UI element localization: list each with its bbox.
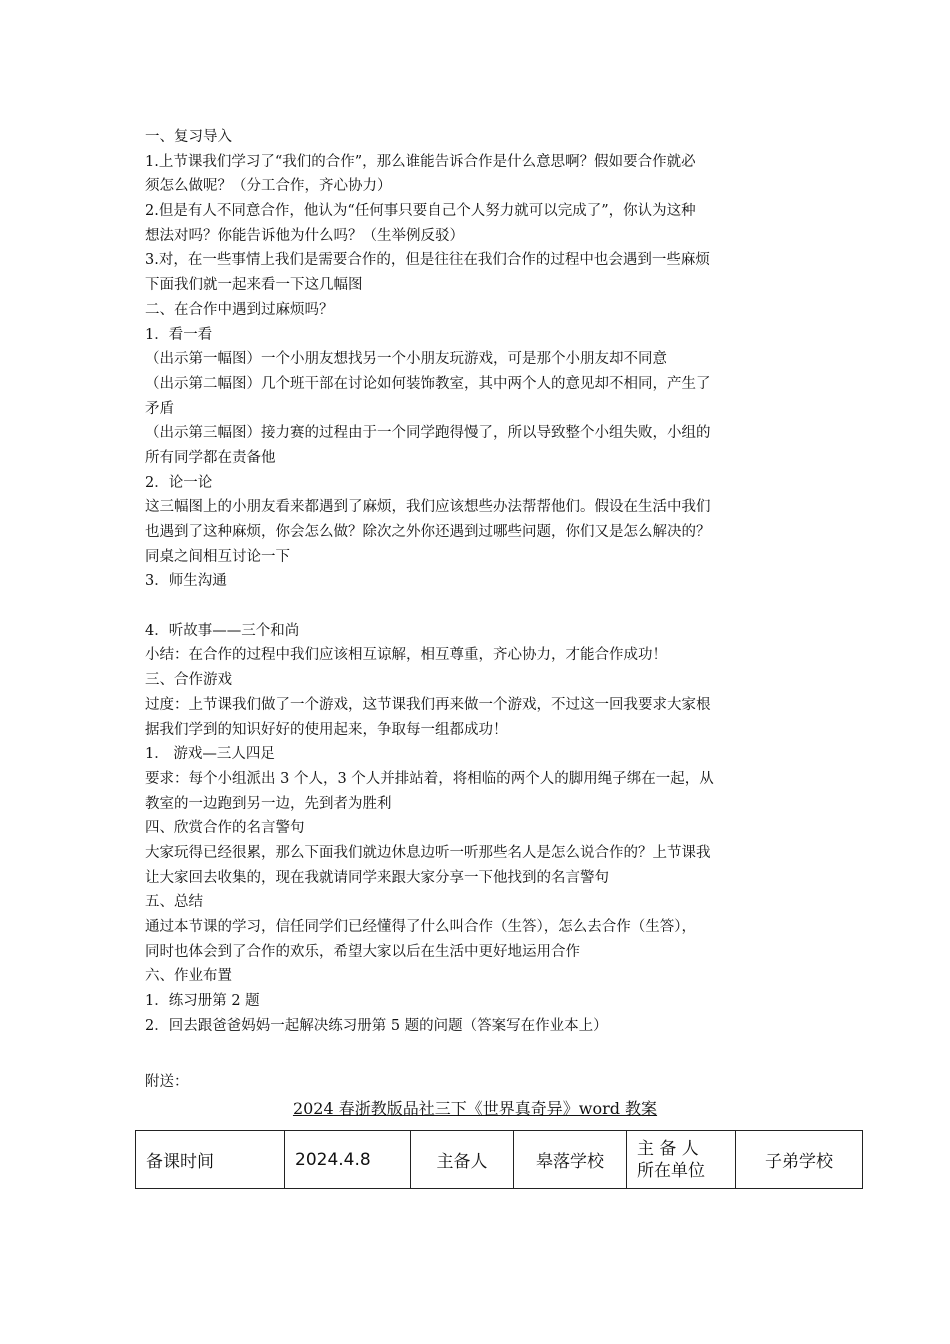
- text-line: 过度：上节课我们做了一个游戏，这节课我们再来做一个游戏，不过这一回我要求大家根: [145, 696, 711, 713]
- text-line: 大家玩得已经很累，那么下面我们就边休息边听一听那些名人是怎么说合作的？上节课我: [145, 844, 711, 861]
- text-line: 3.对，在一些事情上我们是需要合作的，但是往往在我们合作的过程中也会遇到一些麻烦: [145, 252, 710, 269]
- text-line: 教室的一边跑到另一边，先到者为胜利: [145, 795, 392, 812]
- text-line: 1．看一看: [145, 326, 213, 343]
- text-line: 4．听故事——三个和尚: [145, 622, 300, 639]
- text-line: 三、合作游戏: [145, 672, 232, 689]
- unit-label: [627, 1131, 736, 1189]
- text-line: 2．回去跟爸爸妈妈一起解决练习册第 5 题的问题（答案写在作业本上）: [145, 1017, 608, 1034]
- document-title: 2024 春浙教版品社三下《世界真奇异》word 教案: [292, 1099, 658, 1118]
- text-line: 这三幅图上的小朋友看来都遇到了麻烦，我们应该想些办法帮帮他们。假设在生活中我们: [145, 499, 711, 516]
- text-line: 小结：在合作的过程中我们应该相互谅解，相互尊重，齐心协力，才能合作成功！: [145, 647, 667, 664]
- text-line: 1.上节课我们学习了“我们的合作”，那么谁能告诉合作是什么意思啊？假如要合作就必: [145, 153, 696, 170]
- lesson-body: [145, 125, 810, 1038]
- text-line: （出示第三幅图）接力赛的过程由于一个同学跑得慢了，所以导致整个小组失败，小组的: [145, 425, 711, 442]
- text-line: 通过本节课的学习，信任同学们已经懂得了什么叫合作（生答），怎么去合作（生答），: [145, 919, 696, 935]
- text-line: 四、欣赏合作的名言警句: [145, 820, 305, 837]
- attachment-label: 附送：: [145, 1074, 189, 1090]
- prep-time-value: 2024.4.8: [285, 1131, 411, 1189]
- prep-time-label: 备课时间: [136, 1131, 285, 1189]
- blank-line: [145, 594, 810, 619]
- text-line: 也遇到了这种麻烦，你会怎么做？除次之外你还遇到过哪些问题，你们又是怎么解决的？: [145, 524, 711, 540]
- text-line: （出示第二幅图）几个班干部在讨论如何装饰教室，其中两个人的意见却不相同，产生了: [145, 375, 711, 392]
- text-line: 所有同学都在责备他: [145, 449, 276, 466]
- text-line: 下面我们就一起来看一下这几幅图: [145, 277, 363, 294]
- text-line: 想法对吗？你能告诉他为什么吗？（生举例反驳）: [145, 227, 464, 244]
- lead-label: 主备人: [411, 1131, 514, 1189]
- text-line: 据我们学到的知识好好的使用起来，争取每一组都成功！: [145, 721, 508, 738]
- text-line: 须怎么做呢？（分工合作，齐心协力）: [145, 178, 392, 195]
- table-row: [136, 1131, 863, 1189]
- text-line: 二、在合作中遇到过麻烦吗？: [145, 301, 334, 318]
- lesson-info-table: [135, 1130, 863, 1189]
- text-line: 1．练习册第 2 题: [145, 993, 260, 1010]
- text-line: 一、复习导入: [145, 129, 232, 145]
- text-line: 要求：每个小组派出 3 个人，3 个人并排站着，将相临的两个人的脚用绳子绑在一起，从: [145, 770, 714, 787]
- text-line: 让大家回去收集的，现在我就请同学来跟大家分享一下他找到的名言警句: [145, 869, 609, 886]
- text-line: 五、总结: [145, 894, 203, 911]
- text-line: 同时也体会到了合作的欢乐，希望大家以后在生活中更好地运用合作: [145, 943, 580, 960]
- text-line: 3．师生沟通: [145, 573, 227, 590]
- unit-label-line-2: 所在单位: [637, 1160, 705, 1181]
- text-line: 2．论一论: [145, 474, 213, 491]
- text-line: 六、作业布置: [145, 968, 232, 985]
- text-line: 同桌之间相互讨论一下: [145, 548, 290, 565]
- text-line: （出示第一幅图）一个小朋友想找另一个小朋友玩游戏，可是那个小朋友却不同意: [145, 351, 667, 368]
- unit-label-line-1: 主 备 人: [637, 1138, 699, 1159]
- text-line: 2.但是有人不同意合作，他认为“任何事只要自己个人努力就可以完成了”，你认为这种: [145, 203, 696, 220]
- text-line: 矛盾: [145, 400, 174, 417]
- unit-value: 子弟学校: [736, 1131, 863, 1189]
- lead-value: 皋落学校: [514, 1131, 627, 1189]
- text-line: 1． 游戏—三人四足: [145, 746, 275, 763]
